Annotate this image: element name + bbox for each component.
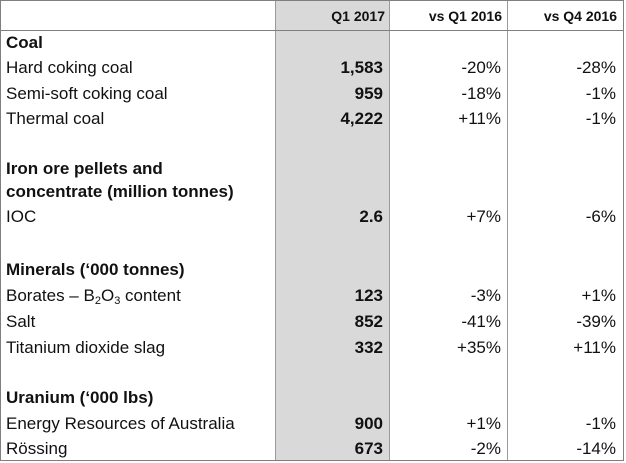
vs-q4-value: -14% — [576, 439, 616, 458]
section-heading-uranium — [1, 388, 623, 412]
vs-q1-value: +11% — [458, 109, 501, 128]
q1-value: 673 — [354, 439, 383, 458]
table-row — [1, 338, 623, 362]
row-label — [6, 286, 181, 306]
table-row — [1, 207, 623, 231]
row-label: Thermal coal — [6, 109, 105, 128]
subscript: 2 — [94, 295, 101, 307]
section-title: Uranium (‘000 lbs) — [6, 388, 154, 407]
q1-value: 4,222 — [340, 109, 383, 128]
row-label: Titanium dioxide slag — [6, 338, 166, 357]
row-label: Energy Resources of Australia — [6, 414, 235, 433]
row-label-text: O — [100, 286, 115, 305]
vs-q4-value: -28% — [576, 58, 616, 77]
section-heading-coal — [1, 33, 623, 57]
subscript: 3 — [114, 295, 121, 307]
table-row — [1, 439, 623, 463]
vs-q4-value: -39% — [576, 312, 616, 331]
vs-q4-value: +11% — [573, 338, 616, 357]
vs-q1-value: +1% — [466, 414, 501, 433]
section-heading-iron-ore-line2 — [1, 182, 623, 206]
header-q1-2017: Q1 2017 — [331, 8, 385, 24]
header-vs-q4-2016: vs Q4 2016 — [543, 8, 617, 24]
section-title: Iron ore pellets and — [6, 159, 163, 178]
header-divider — [1, 30, 623, 31]
q1-value: 959 — [354, 84, 383, 103]
row-label-text: content — [120, 286, 181, 305]
vs-q1-value: -18% — [461, 84, 501, 103]
vs-q4-value: -1% — [585, 109, 616, 128]
vs-q1-value: -3% — [470, 286, 501, 305]
section-heading-iron-ore — [1, 159, 623, 183]
vs-q1-value: +7% — [466, 207, 501, 226]
row-label-text: Borates – B — [6, 286, 95, 305]
table-row — [1, 84, 623, 108]
row-label: Salt — [6, 312, 36, 331]
q1-value: 1,583 — [340, 58, 383, 77]
q1-value: 332 — [354, 338, 383, 357]
vs-q1-value: -41% — [461, 312, 501, 331]
vs-q4-value: -1% — [585, 414, 616, 433]
section-title: Coal — [6, 33, 43, 52]
section-heading-minerals — [1, 260, 623, 284]
vs-q4-value: -1% — [585, 84, 616, 103]
header-vs-q1-2016: vs Q1 2016 — [428, 8, 502, 24]
q1-value: 123 — [354, 286, 383, 305]
table-row — [1, 109, 623, 133]
vs-q1-value: -2% — [470, 439, 501, 458]
table-row — [1, 312, 623, 336]
section-title: Minerals (‘000 tonnes) — [6, 260, 185, 279]
q1-value: 900 — [354, 414, 383, 433]
table-row — [1, 414, 623, 438]
row-label: Rössing — [6, 439, 68, 458]
section-title: concentrate (million tonnes) — [6, 182, 234, 201]
vs-q1-value: -20% — [461, 58, 501, 77]
q1-value: 2.6 — [359, 207, 383, 226]
q1-value: 852 — [354, 312, 383, 331]
table-row — [1, 58, 623, 82]
vs-q4-value: -6% — [585, 207, 616, 226]
vs-q1-value: +35% — [457, 338, 501, 357]
table-row — [1, 286, 623, 310]
row-label: Semi-soft coking coal — [6, 84, 168, 103]
vs-q4-value: +1% — [581, 286, 616, 305]
row-label: IOC — [6, 207, 37, 226]
row-label: Hard coking coal — [6, 58, 133, 77]
